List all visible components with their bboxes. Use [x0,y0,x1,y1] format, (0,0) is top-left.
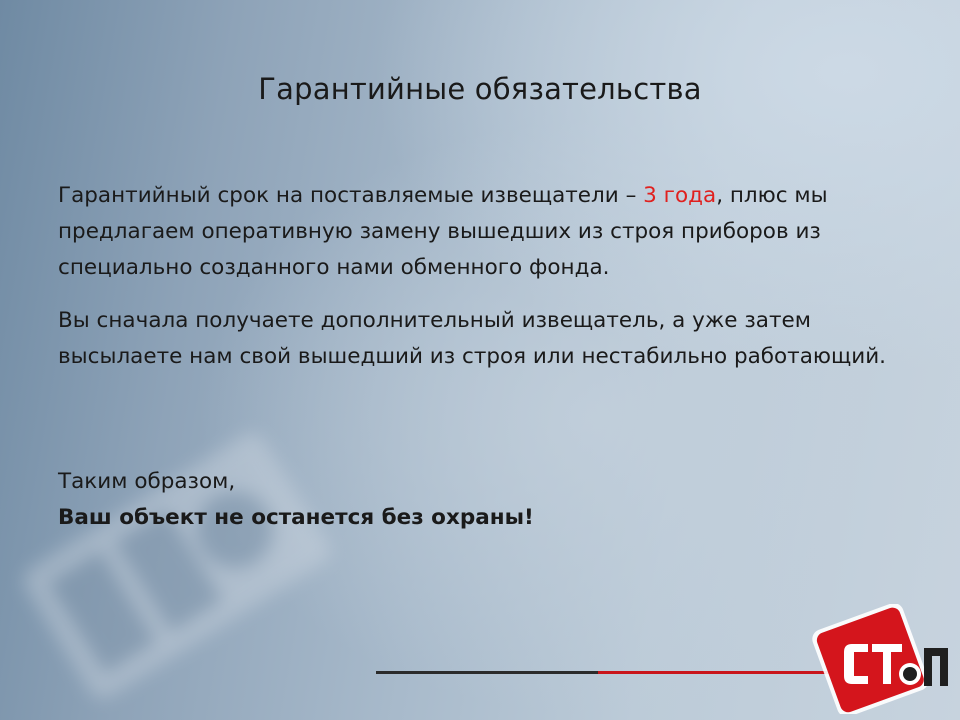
warranty-text-start: Гарантийный срок на поставляемые извещатели – [58,183,644,208]
stop-logo-icon [812,604,958,714]
conclusion-bold: Ваш объект не останется без охраны! [58,505,534,530]
replacement-paragraph: Вы сначала получаете дополнительный извещатель, а уже затем высылаете нам свой вышедший из строя или нестабильно работающий. [58,308,887,369]
conclusion-intro: Таким образом, [58,469,236,494]
slide-title: Гарантийные обязательства [258,72,702,106]
conclusion [58,464,928,536]
warranty-text-end: , плюс мы предлагаем оперативную замену вышедших из строя приборов из специально созданного нами обменного фонда. [58,183,828,280]
warranty-period: 3 года [643,183,717,208]
footer-line-red [598,671,838,674]
footer-line-dark [376,671,598,674]
warranty-paragraph [58,178,928,286]
